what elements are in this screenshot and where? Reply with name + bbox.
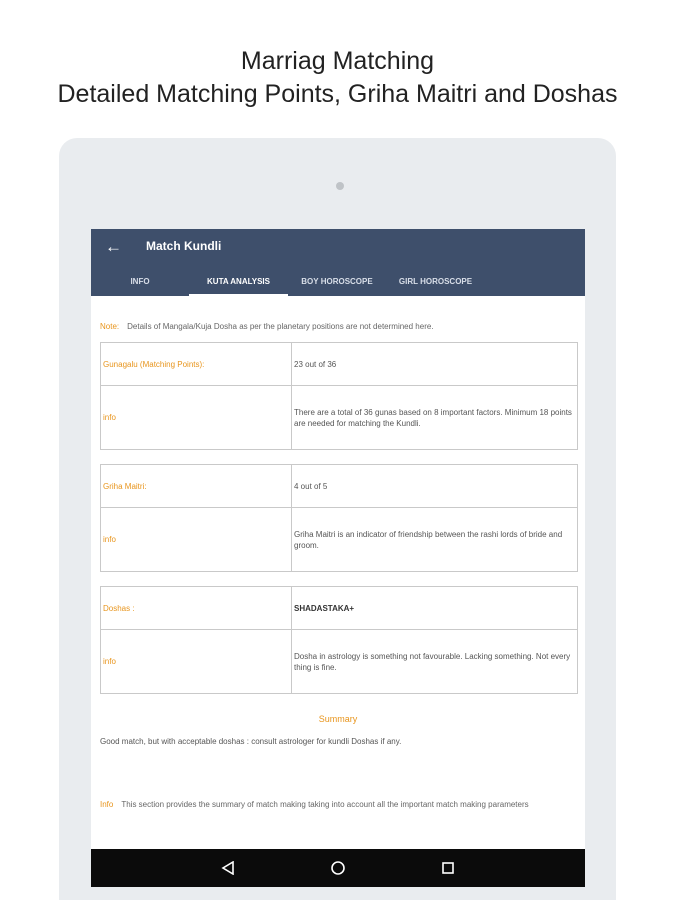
gunagalu-info-label: info [101,386,292,449]
griha-maitri-value: 4 out of 5 [294,481,328,491]
griha-maitri-card [100,464,578,572]
gunagalu-label: Gunagalu (Matching Points): [101,343,292,385]
doshas-row [101,587,577,629]
tab-kuta-analysis[interactable]: KUTA ANALYSIS [189,271,288,296]
home-circle-icon[interactable] [328,858,348,878]
doshas-info-text: Dosha in astrology is something not favourable. Lacking something. Not every thing is fine. [294,651,571,672]
gunagalu-info-row [101,385,577,449]
doshas-label: Doshas : [101,587,292,629]
gunagalu-info-text: There are a total of 36 gunas based on 8 important factors. Minimum 18 points are needed for matching the Kundli. [294,407,572,428]
app-bar [91,229,585,296]
tab-girl-horoscope[interactable]: GIRL HOROSCOPE [398,277,473,286]
summary-title: Summary [318,714,358,724]
info-footer-text: This section provides the summary of match making taking into account all the important match making parameters [121,800,529,809]
promo-title: Marriag Matching [240,47,435,75]
gunagalu-card [100,342,578,450]
gunagalu-value: 23 out of 36 [294,359,337,369]
griha-maitri-info-label: info [101,508,292,571]
note-label: Note: [100,322,120,331]
doshas-value: SHADASTAKA+ [294,603,355,613]
griha-maitri-label: Griha Maitri: [101,465,292,507]
system-nav-bar [91,849,585,887]
info-footer [100,799,576,810]
page-title: Match Kundli [146,239,222,253]
tab-boy-horoscope[interactable]: BOY HOROSCOPE [301,277,373,286]
note-text: Details of Mangala/Kuja Dosha as per the planetary positions are not determined here. [127,322,434,331]
doshas-info-label: info [101,630,292,693]
doshas-info-row [101,629,577,693]
griha-maitri-row [101,465,577,507]
tab-info[interactable]: INFO [130,277,150,286]
griha-maitri-info-row [101,507,577,571]
back-arrow-icon[interactable]: ← [105,237,122,256]
promo-subtitle: Detailed Matching Points, Griha Maitri and Doshas [57,80,618,108]
gunagalu-row [101,343,577,385]
note-line [100,321,576,332]
doshas-card [100,586,578,694]
griha-maitri-info-text: Griha Maitri is an indicator of friendship between the rashi lords of bride and groom. [294,529,563,550]
recents-square-icon[interactable] [438,858,458,878]
tab-bar [91,271,585,296]
camera-icon [336,182,344,190]
summary-text: Good match, but with acceptable doshas : consult astrologer for kundli Doshas if any. [100,737,402,746]
kuta-content [91,321,585,810]
back-triangle-icon[interactable] [218,858,238,878]
promo-caption [0,44,675,110]
app-screen [91,229,585,887]
info-footer-label: Info [100,800,114,809]
